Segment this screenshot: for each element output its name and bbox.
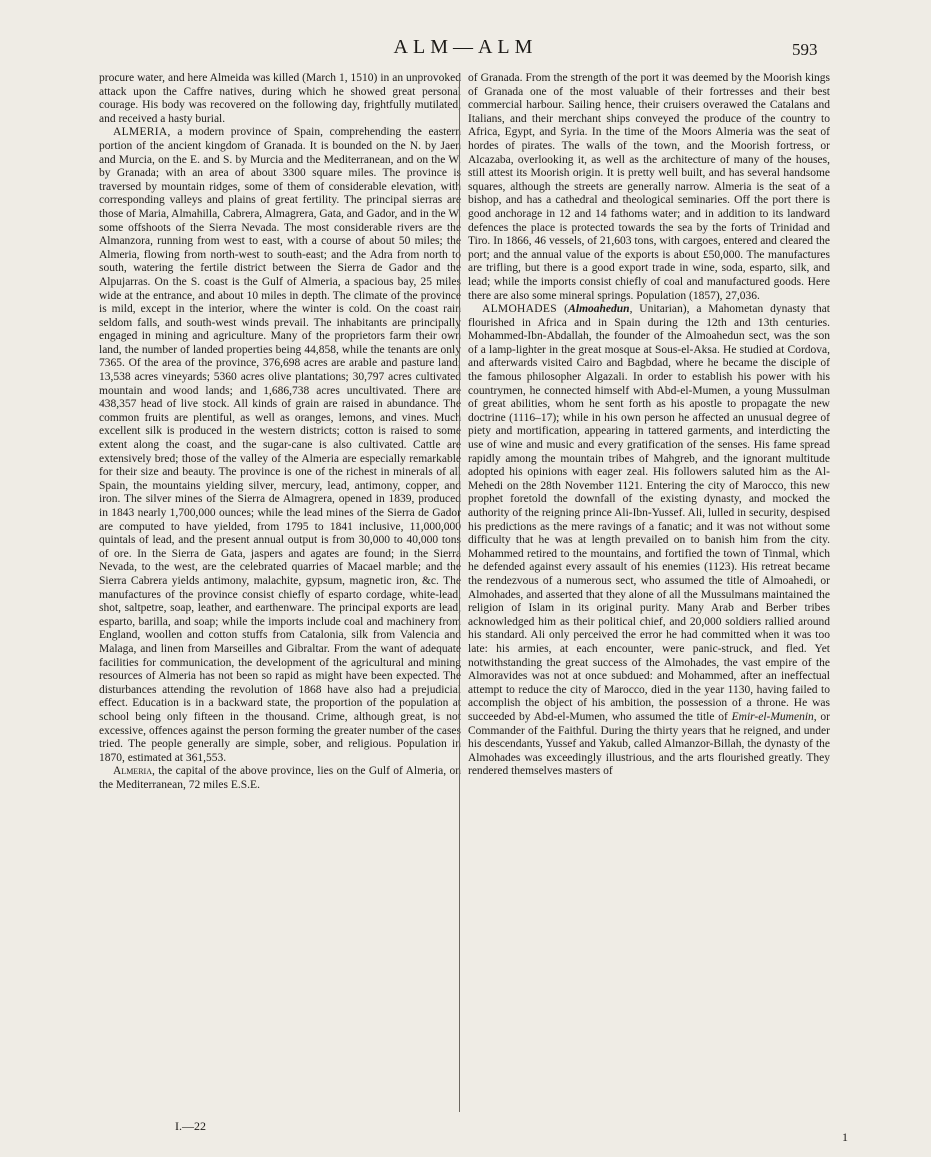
signature-mark: I.—22 bbox=[175, 1119, 206, 1133]
headword-almohades: ALMOHADES ( bbox=[482, 303, 569, 316]
italic-title: Emir-el-Mumenin bbox=[731, 710, 814, 723]
column-divider bbox=[459, 74, 460, 1112]
paragraph-almeida-conclusion: procure water, and here Almeida was killed (March 1, 1510) in an unprovoked attack upon the Caffre natives, during which he showed great personal courage. His body was recovered on the following day, frightfully mutilated, and received a hasty burial. bbox=[99, 72, 461, 125]
paragraph-body: a modern province of Spain, comprehending the eastern portion of the ancient kingdom of Granada. It is bounded on the N. by Jaen and Murcia, on the E. and S. by Murcia and the Mediterranean, and on the W. by Granada; with an area of about 3300 square miles. The province is traversed by mountain ridges, some of them of considerable elevation, with corresponding valleys and plains of great fertility. The principal sierras are those of Maria, Almahilla, Cabrera, Almagrera, Gata, and Gador, and in the W. some offshoots of the Sierra Nevada. The most considerable rivers are the Almanzora, running from west to east, with a course of about 50 miles; the Almeria, flowing from north-west to south-east; and the Adra from north to south, watering the fertile district between the Sierra de Gador and the Alpujarras. On the S. coast is the Gulf of Almeria, a spacious bay, 25 miles wide at the entrance, and about 10 miles in depth. The climate of the province is mild, except in the interior, where the winter is cold. On the coast rain seldom falls, and south-west winds prevail. The inhabitants are principally engaged in mining and agriculture. Many of the proprietors farm their own land, the number of landed properties being 44,858, while the tenants are only 7365. Of the area of the province, 376,698 acres are arable and pasture land; 13,538 acres vineyards; 5360 acres olive plantations; 30,797 acres cultivated mountain and wood lands; and 1,686,738 acres uncultivated. There are 438,357 head of live stock. All kinds of grain are raised in abundance. The common fruits are plentiful, as well as oranges, lemons, and vines. Much excellent silk is produced in the western districts; cotton is raised to some extent along the coast, and the sugar-cane is also cultivated. Cattle are extensively bred; those of the valley of the Almeria are especially remarkable for their size and beauty. The province is one of the richest in minerals of all Spain, the mountains yielding silver, mercury, lead, antimony, copper, and iron. The silver mines of the Sierra de Almagrera, opened in 1839, produced in 1843 nearly 1,700,000 ounces; while the lead mines of the Sierra de Gador are computed to have yielded, from 1795 to 1841 inclusive, 11,000,000 quintals of lead, and the present annual output is from 30,000 to 40,000 tons of ore. In the Sierra de Gata, jaspers and agates are found; in the Sierra Nevada, to the west, are the celebrated quarries of Macael marble; and the Sierra Cabrera yields antimony, malachite, gypsum, magnetic iron, &c. The manufactures of the province consist chiefly of esparto cordage, white-lead, shot, saltpetre, soap, leather, and earthenware. The principal exports are lead, esparto, barilla, and soap; while the imports include coal and machinery from England, woollen and cotton stuffs from Catalonia, silk from Valencia and Malaga, and linen from Marseilles and Gibraltar. From the want of adequate facilities for communication, the development of the agricultural and mining resources of Almeria has not been so rapid as might have been expected. The disturbances attending the revolution of 1868 have also had a prejudicial effect. Education is in a backward state, the proportion of the population at school being only fifteen in the thousand. Crime, although great, is not excessive, offences against the person forming the greater number of the cases tried. The people generally are simple, sober, and religious. Population in 1870, estimated at 361,553. bbox=[99, 126, 462, 764]
headword-almohades-arabic: Almoahedun bbox=[568, 303, 630, 316]
page-number: 593 bbox=[792, 40, 818, 59]
headword-almohades-gloss: , Unitarian), bbox=[629, 303, 690, 316]
headword-almeria-province: ALMERIA, bbox=[113, 126, 171, 139]
running-head: ALM—ALM bbox=[393, 36, 538, 58]
right-column bbox=[468, 72, 830, 779]
corner-mark: 1 bbox=[842, 1130, 848, 1144]
paragraph-almeria-province bbox=[99, 126, 461, 765]
paragraph-almeria-city-continued: of Granada. From the strength of the port it was deemed by the Moorish kings of Granada one of the most valuable of their fortresses and their best commercial harbour. Sailing hence, their cruisers overawed the Catalans and Italians, and their merchant ships conveyed the produce of the country to Africa, Egypt, and Syria. In the time of the Moors Almeria was the seat of hordes of pirates. The walls of the town, and the Moorish fortress, or Alcazaba, overlooking it, as well as the architecture of many of the houses, still attest its Moorish origin. It is pretty well built, and has several handsome squares, although the streets are generally narrow. Almeria is the seat of a bishop, and has a cathedral and theological seminaries. Off the port there is good anchorage in 12 and 14 fathoms water; and in addition to its landward defences the place is protected towards the sea by the forts of Trinidad and Tiro. In 1866, 46 vessels, of 21,603 tons, with cargoes, entered and cleared the port; and the annual value of the exports is about £50,000. The manufactures are trifling, but there is a good export trade in wine, soda, esparto, silk, and lead; while the imports consist chiefly of coal and manufactured goods. Here there are also some mineral springs. Population (1857), 27,036. bbox=[468, 72, 830, 302]
paragraph-body: the capital of the above province, lies on the Gulf of Almeria, on the Mediterranean, 72 miles E.S.E. bbox=[99, 765, 461, 791]
paragraph-almeria-city bbox=[99, 765, 461, 792]
paragraph-body-tail: , or Commander of the Faithful. During the thirty years that he reigned, and under his descendants, Yussef and Yakub, called Almanzor-Billah, the dynasty of the Almohades was exceedingly illustrious, and the arts flourished greatly. They rendered themselves masters of bbox=[468, 710, 831, 778]
paragraph-almohades bbox=[468, 303, 830, 779]
paragraph-body: a Mahometan dynasty that flourished in Africa and in Spain during the 12th and 13th centuries. Mohammed-Ibn-Abdallah, the founder of the Almoahedun sect, was the son of a lamp-lighter in the great mosque at Sous-el-Aksa. He studied at Cordova, and afterwards visited Cairo and Bagbdad, where he became the disciple of the famous philosopher Algazali. In order to establish his power with his countrymen, he connected himself with Abd-el-Mumen, a young Mussulman of great abilities, whom he sent forth as his apostle to propagate the new doctrine (1116–17); while in his own person he affected an unusual degree of piety and mortification, appearing in tattered garments, and interdicting the use of wine and music and every gratification of the senses. His fame spread rapidly among the mountain tribes of Mahgreb, and the ignorant multitude adopted his opinions with eager zeal. His followers saluted him as the Al-Mehedi on the 28th November 1121. Entering the city of Marocco, this new prophet foretold the downfall of the existing dynasty, and mocked the authority of the reigning prince Ali-Ibn-Yussef. Ali, lulled in security, despised his predictions as the mere ravings of a fanatic; and it was not without some difficulty that he was at length prevailed on to banish him from the city. Mohammed retired to the mountains, and fortified the town of Tinmal, which he defended against every assault of his enemies (1123). His retreat became the rendezvous of a numerous sect, who assumed the title of Almoahedi, or Almohades, and asserted that they alone of all the Mussulmans maintained the religion of Islam in its original purity. Many Arab and Berber tribes acknowledged him as their political chief, and 20,000 soldiers rallied around his standard. Ali only perceived the error he had committed when it was too late: his armies, at each encounter, were panic-struck, and fled. Yet notwithstanding the great success of the Almohades, the vast empire of the Almoravides was not at once subdued: and Mohammed, after an ineffectual attempt to reduce the city of Marocco, died in the year 1130, having failed to accomplish the object of his ambition, the possession of a throne. He was succeeded by Abd-el-Mumen, who assumed the title of bbox=[468, 303, 830, 723]
headword-almeria-city: Almeria, bbox=[113, 765, 155, 778]
left-column bbox=[99, 72, 461, 792]
